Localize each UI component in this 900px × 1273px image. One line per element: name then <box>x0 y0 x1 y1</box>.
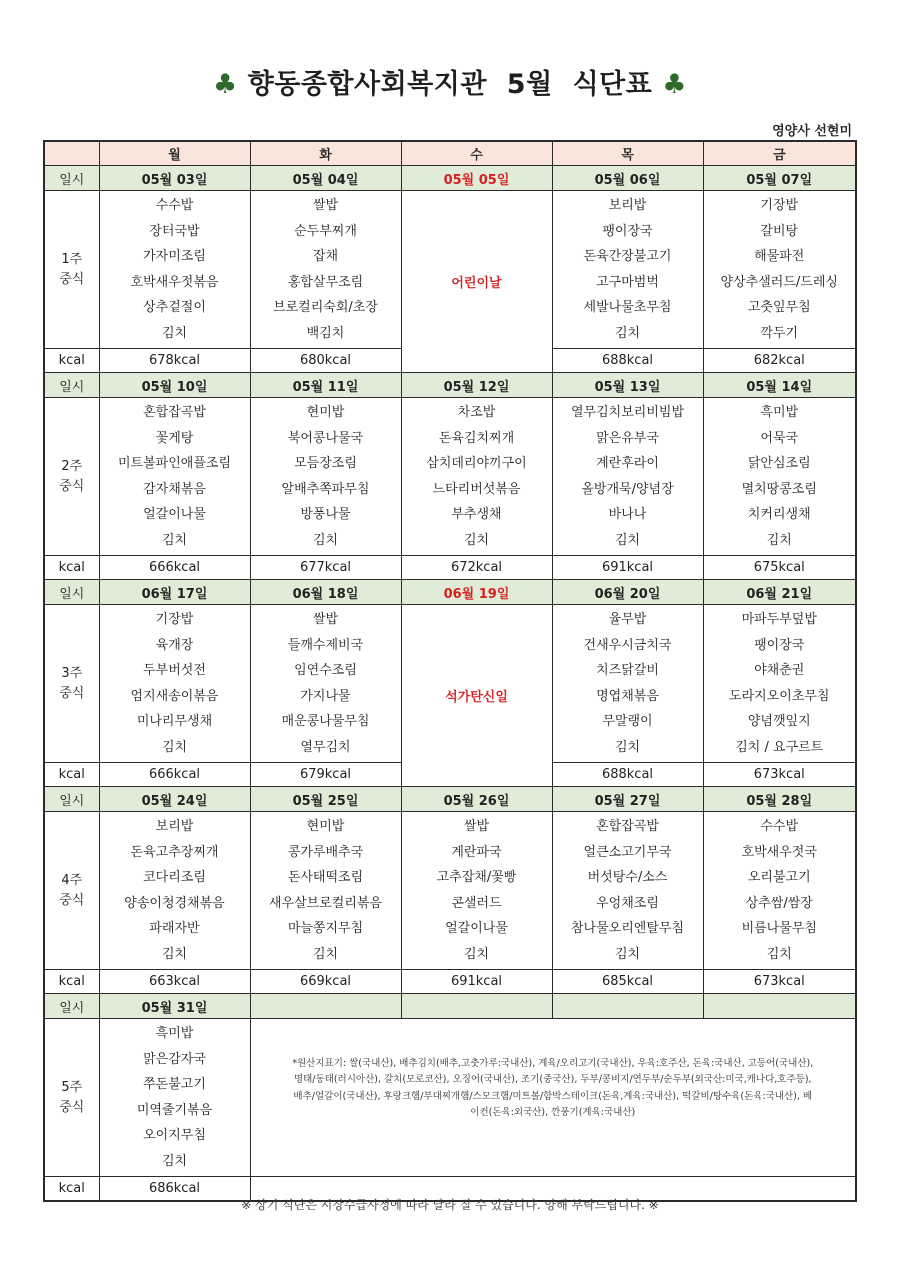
dish-item: 모듬장조림 <box>294 456 357 471</box>
menu-table <box>43 140 857 1202</box>
dish-item: 김치 <box>312 532 339 548</box>
day-menu-cell <box>250 398 401 556</box>
date-label: 일시 <box>44 580 99 605</box>
date-cell: 05월 03일 <box>99 166 250 191</box>
date-cell: 05월 10일 <box>99 373 250 398</box>
dish-item: 부추생채 <box>451 507 502 522</box>
dish-item: 닭안심조림 <box>747 456 811 471</box>
dish-item: 느타리버섯볶음 <box>432 481 521 497</box>
date-label: 일시 <box>44 166 99 191</box>
dish-item: 비름나물무침 <box>741 921 817 936</box>
dish-item: 수수밥 <box>155 198 194 213</box>
dish-item: 순두부찌개 <box>294 223 357 239</box>
dish-item: 방풍나물 <box>300 507 351 522</box>
dish-item: 파래자반 <box>149 921 200 936</box>
dish-item: 돈사태떡조림 <box>287 870 364 885</box>
weekday-thu: 목 <box>552 141 703 166</box>
date-cell: 05월 11일 <box>250 373 401 398</box>
dish-item: 고춧잎무침 <box>747 300 811 315</box>
dish-item: 상추겉절이 <box>143 300 206 315</box>
dish-item: 호박새우젓볶음 <box>130 274 219 290</box>
day-menu-cell <box>250 191 401 349</box>
dish-item: 꽃게탕 <box>155 430 194 446</box>
dish-item: 김치 <box>161 325 188 341</box>
dish-item: 마파두부덮밥 <box>741 612 817 627</box>
kcal-cell: 673kcal <box>703 763 856 787</box>
club-icon-left: ♣ <box>213 69 238 100</box>
menu-row <box>44 812 856 970</box>
date-row <box>44 373 856 398</box>
weekday-header-row <box>44 141 856 166</box>
dish-item: 김치 / 요구르트 <box>735 739 824 755</box>
date-row <box>44 580 856 605</box>
week-label <box>44 191 99 349</box>
date-cell: 05월 14일 <box>703 373 856 398</box>
dish-item: 야채춘권 <box>754 663 805 678</box>
menu-row <box>44 398 856 556</box>
dish-item: 콘샐러드 <box>451 895 502 911</box>
dish-item: 갈비탕 <box>760 223 799 239</box>
dish-item: 치커리생채 <box>747 507 811 522</box>
day-menu-cell <box>703 191 856 349</box>
date-row <box>44 166 856 191</box>
kcal-row <box>44 970 856 994</box>
dish-item: 돈육고추장찌개 <box>130 844 219 860</box>
date-row <box>44 994 856 1019</box>
week-label-line: 중식 <box>59 271 85 287</box>
kcal-row <box>44 556 856 580</box>
dish-item: 기장밥 <box>155 612 194 627</box>
week-label-line: 중식 <box>59 685 85 701</box>
week-label-line: 3주 <box>61 665 83 681</box>
kcal-cell: 663kcal <box>99 970 250 994</box>
kcal-label: kcal <box>44 349 99 373</box>
weekday-mon: 월 <box>99 141 250 166</box>
dish-item: 육개장 <box>155 637 194 653</box>
dish-item: 김치 <box>463 532 490 548</box>
dish-item: 김치 <box>161 739 188 755</box>
dish-item: 수수밥 <box>760 819 799 834</box>
empty-date-cell <box>250 994 401 1019</box>
date-cell: 05월 25일 <box>250 787 401 812</box>
day-menu-cell <box>250 605 401 763</box>
dish-item: 양상추샐러드/드레싱 <box>720 274 838 290</box>
dish-item: 계란후라이 <box>596 456 659 471</box>
dish-item: 가지나물 <box>300 688 351 704</box>
dish-item: 고구마범벅 <box>596 274 659 290</box>
day-menu-cell <box>99 812 250 970</box>
date-cell: 05월 04일 <box>250 166 401 191</box>
dish-item: 팽이장국 <box>602 223 653 239</box>
dish-item: 김치 <box>463 946 490 962</box>
week-label-line: 중식 <box>59 1099 85 1115</box>
dish-item: 상추쌈/쌈장 <box>745 895 813 911</box>
kcal-cell: 691kcal <box>401 970 552 994</box>
dish-item: 깍두기 <box>760 325 799 341</box>
dish-item: 오리불고기 <box>747 870 811 885</box>
dish-item: 버섯탕수/소스 <box>587 870 668 885</box>
day-menu-cell <box>552 605 703 763</box>
dish-item: 김치 <box>161 946 188 962</box>
dish-item: 양념깻잎지 <box>747 714 811 729</box>
dish-item: 치즈닭갈비 <box>596 663 659 678</box>
dish-item: 김치 <box>161 532 188 548</box>
date-cell: 05월 12일 <box>401 373 552 398</box>
dish-item: 고추잡채/꽃빵 <box>436 870 517 885</box>
dish-item: 김치 <box>614 739 641 755</box>
date-cell: 06월 18일 <box>250 580 401 605</box>
dish-item: 건새우시금치국 <box>583 637 672 653</box>
dish-item: 현미밥 <box>306 405 345 420</box>
date-cell: 06월 21일 <box>703 580 856 605</box>
dish-item: 바나나 <box>608 507 647 522</box>
day-menu-cell <box>552 398 703 556</box>
day-menu-cell <box>703 812 856 970</box>
dish-item: 보리밥 <box>155 819 194 834</box>
date-cell: 06월 17일 <box>99 580 250 605</box>
dish-item: 해물파전 <box>754 249 805 264</box>
dish-item: 미나리무생채 <box>136 714 213 729</box>
date-cell: 05월 07일 <box>703 166 856 191</box>
date-cell: 05월 26일 <box>401 787 552 812</box>
dish-item: 도라지오이초무침 <box>729 688 830 704</box>
dish-item: 감자채볶음 <box>143 481 206 497</box>
kcal-cell: 680kcal <box>250 349 401 373</box>
kcal-cell: 677kcal <box>250 556 401 580</box>
dish-item: 무말랭이 <box>602 714 653 729</box>
empty-date-cell <box>552 994 703 1019</box>
dish-item: 혼합잡곡밥 <box>596 819 659 834</box>
footer-notice: ※ 상기 식단은 시장수급사정에 따라 달라 질 수 있습니다. 양해 부탁드립니다. ※ <box>241 1198 659 1212</box>
date-cell: 05월 05일 <box>401 166 552 191</box>
dish-item: 알배추쪽파무침 <box>281 481 370 497</box>
dish-item: 잡채 <box>312 249 339 264</box>
kcal-label: kcal <box>44 970 99 994</box>
dish-item: 두부버섯전 <box>143 663 206 678</box>
title-text: 향동종합사회복지관 5월 식단표 <box>247 69 653 100</box>
dish-item: 삼치데리야끼구이 <box>426 456 527 471</box>
date-cell: 06월 20일 <box>552 580 703 605</box>
dish-item: 미역줄기볶음 <box>136 1102 213 1118</box>
dish-item: 열무김치 <box>300 739 351 755</box>
menu-row <box>44 191 856 349</box>
kcal-cell: 666kcal <box>99 763 250 787</box>
dish-item: 엄지새송이볶음 <box>130 688 219 704</box>
date-row <box>44 787 856 812</box>
dish-item: 얼갈이나물 <box>445 921 508 936</box>
club-icon-right: ♣ <box>662 69 687 100</box>
dish-item: 기장밥 <box>760 198 799 213</box>
dish-item: 호박새우젓국 <box>741 844 817 860</box>
dish-item: 차조밥 <box>457 405 496 420</box>
week-label-line: 1주 <box>61 251 83 267</box>
dish-item: 흑미밥 <box>155 1026 194 1041</box>
week-label-line: 5주 <box>61 1079 83 1095</box>
dish-item: 쌀밥 <box>463 819 490 834</box>
dish-item: 오이지무침 <box>143 1128 206 1143</box>
kcal-cell: 688kcal <box>552 763 703 787</box>
week-label-line: 4주 <box>61 872 83 888</box>
kcal-cell: 691kcal <box>552 556 703 580</box>
day-menu-cell <box>703 398 856 556</box>
kcal-cell: 678kcal <box>99 349 250 373</box>
weekday-fri: 금 <box>703 141 856 166</box>
date-cell: 05월 13일 <box>552 373 703 398</box>
dish-item: 올방개묵/양념장 <box>581 481 674 497</box>
dish-item: 멸치땅콩조림 <box>741 481 817 497</box>
date-cell: 05월 27일 <box>552 787 703 812</box>
dish-item: 팽이장국 <box>754 637 805 653</box>
dish-item: 가자미조림 <box>143 249 206 264</box>
day-menu-cell <box>99 1019 250 1177</box>
dish-item: 쌀밥 <box>312 612 339 627</box>
dish-item: 명엽채볶음 <box>596 688 659 704</box>
date-cell: 05월 31일 <box>99 994 250 1019</box>
dish-item: 김치 <box>312 946 339 962</box>
dish-item: 북어콩나물국 <box>287 430 364 446</box>
date-cell: 05월 06일 <box>552 166 703 191</box>
empty-date-cell <box>703 994 856 1019</box>
menu-row <box>44 605 856 763</box>
weekday-tue: 화 <box>250 141 401 166</box>
dish-item: 현미밥 <box>306 819 345 834</box>
dish-item: 율무밥 <box>608 612 647 627</box>
day-menu-cell <box>552 191 703 349</box>
dish-item: 계란파국 <box>451 844 502 860</box>
dish-item: 미트볼파인애플조림 <box>117 456 232 471</box>
week-label-line: 2주 <box>61 458 83 474</box>
kcal-cell: 682kcal <box>703 349 856 373</box>
day-menu-cell <box>99 398 250 556</box>
day-menu-cell <box>552 812 703 970</box>
dish-item: 돈육김치찌개 <box>438 430 515 446</box>
kcal-cell: 673kcal <box>703 970 856 994</box>
holiday-cell: 어린이날 <box>401 191 552 373</box>
kcal-cell: 685kcal <box>552 970 703 994</box>
week-label <box>44 812 99 970</box>
dish-item: 매운콩나물무침 <box>281 714 370 729</box>
dish-item: 김치 <box>614 532 641 548</box>
day-menu-cell <box>401 812 552 970</box>
kcal-cell: 679kcal <box>250 763 401 787</box>
dish-item: 쭈돈불고기 <box>143 1077 206 1092</box>
dish-item: 어묵국 <box>760 430 799 446</box>
menu-row <box>44 1019 856 1177</box>
dish-item: 새우살브로컬리볶음 <box>268 895 383 911</box>
dish-item: 김치 <box>766 532 792 548</box>
dish-item: 들깨수제비국 <box>287 637 364 653</box>
dish-item: 세발나물초무침 <box>583 300 672 315</box>
date-cell: 05월 24일 <box>99 787 250 812</box>
week-label <box>44 398 99 556</box>
dietitian-name: 영양사 선현미 <box>772 124 852 139</box>
dish-item: 백김치 <box>306 325 345 341</box>
kcal-cell: 669kcal <box>250 970 401 994</box>
kcal-cell: 672kcal <box>401 556 552 580</box>
day-menu-cell <box>703 605 856 763</box>
kcal-cell: 688kcal <box>552 349 703 373</box>
week-label-line: 중식 <box>59 892 85 908</box>
date-cell: 05월 28일 <box>703 787 856 812</box>
dish-item: 김치 <box>161 1153 188 1169</box>
weekday-wed: 수 <box>401 141 552 166</box>
dish-item: 얼갈이나물 <box>143 507 206 522</box>
week-label-line: 중식 <box>59 478 85 494</box>
origin-note: *원산지표기: 쌀(국내산), 배추김치(배추,고춧가루:국내산), 계육/오리고기(국내산), 우육:호주산, 돈육:국내산, 고등어(국내산),명태/동태(러시아산), 갈치(모로코산), 오징어(국내산), 조기(중국산), 두부/콩비지/연두부/순두부(외국산:미국,캐나다,호주등), 배추/얼갈이(국내산), 후랑크햄/부대찌개햄/스모크햄/미트볼/함박스테이크(돈육,계육:국내산), 떡갈비/탕수육(돈육:국내산), 베이컨(돈육:외국산), 깐풍기(계육:국내산) <box>250 1019 856 1177</box>
dish-item: 돈육간장불고기 <box>583 249 672 264</box>
day-menu-cell <box>99 191 250 349</box>
date-cell: 06월 19일 <box>401 580 552 605</box>
kcal-cell: 666kcal <box>99 556 250 580</box>
page-title <box>0 62 900 101</box>
week-label <box>44 605 99 763</box>
header-corner <box>44 141 99 166</box>
date-label: 일시 <box>44 787 99 812</box>
date-label: 일시 <box>44 994 99 1019</box>
dish-item: 장터국밥 <box>149 223 200 239</box>
kcal-label: kcal <box>44 1177 99 1202</box>
empty-date-cell <box>401 994 552 1019</box>
dish-item: 김치 <box>766 946 792 962</box>
kcal-cell: 675kcal <box>703 556 856 580</box>
dish-item: 혼합잡곡밥 <box>143 405 206 420</box>
dish-item: 임연수조림 <box>294 663 357 678</box>
dish-item: 보리밥 <box>608 198 647 213</box>
day-menu-cell <box>401 398 552 556</box>
dish-item: 김치 <box>614 946 641 962</box>
day-menu-cell <box>250 812 401 970</box>
dish-item: 참나물오리엔탈무침 <box>570 921 685 936</box>
dish-item: 흑미밥 <box>760 405 799 420</box>
dish-item: 브로컬리숙회/초장 <box>273 300 378 315</box>
kcal-label: kcal <box>44 763 99 787</box>
kcal-cell: 686kcal <box>99 1177 250 1202</box>
dish-item: 열무김치보리비빔밥 <box>570 405 685 420</box>
date-label: 일시 <box>44 373 99 398</box>
dish-item: 마늘쫑지무침 <box>287 921 364 936</box>
dish-item: 맑은감자국 <box>143 1051 206 1067</box>
dish-item: 쌀밥 <box>312 198 339 213</box>
dish-item: 맑은유부국 <box>596 430 659 446</box>
dish-item: 홍합살무조림 <box>287 274 364 290</box>
kcal-label: kcal <box>44 556 99 580</box>
dish-item: 우엉채조림 <box>596 895 659 911</box>
dish-item: 콩가루배추국 <box>287 844 364 860</box>
dish-item: 양송이청경채볶음 <box>124 895 225 911</box>
week-label <box>44 1019 99 1177</box>
dish-item: 김치 <box>614 325 641 341</box>
dish-item: 코다리조림 <box>143 870 206 885</box>
holiday-cell: 석가탄신일 <box>401 605 552 787</box>
day-menu-cell <box>99 605 250 763</box>
dish-item: 얼큰소고기무국 <box>583 844 672 860</box>
